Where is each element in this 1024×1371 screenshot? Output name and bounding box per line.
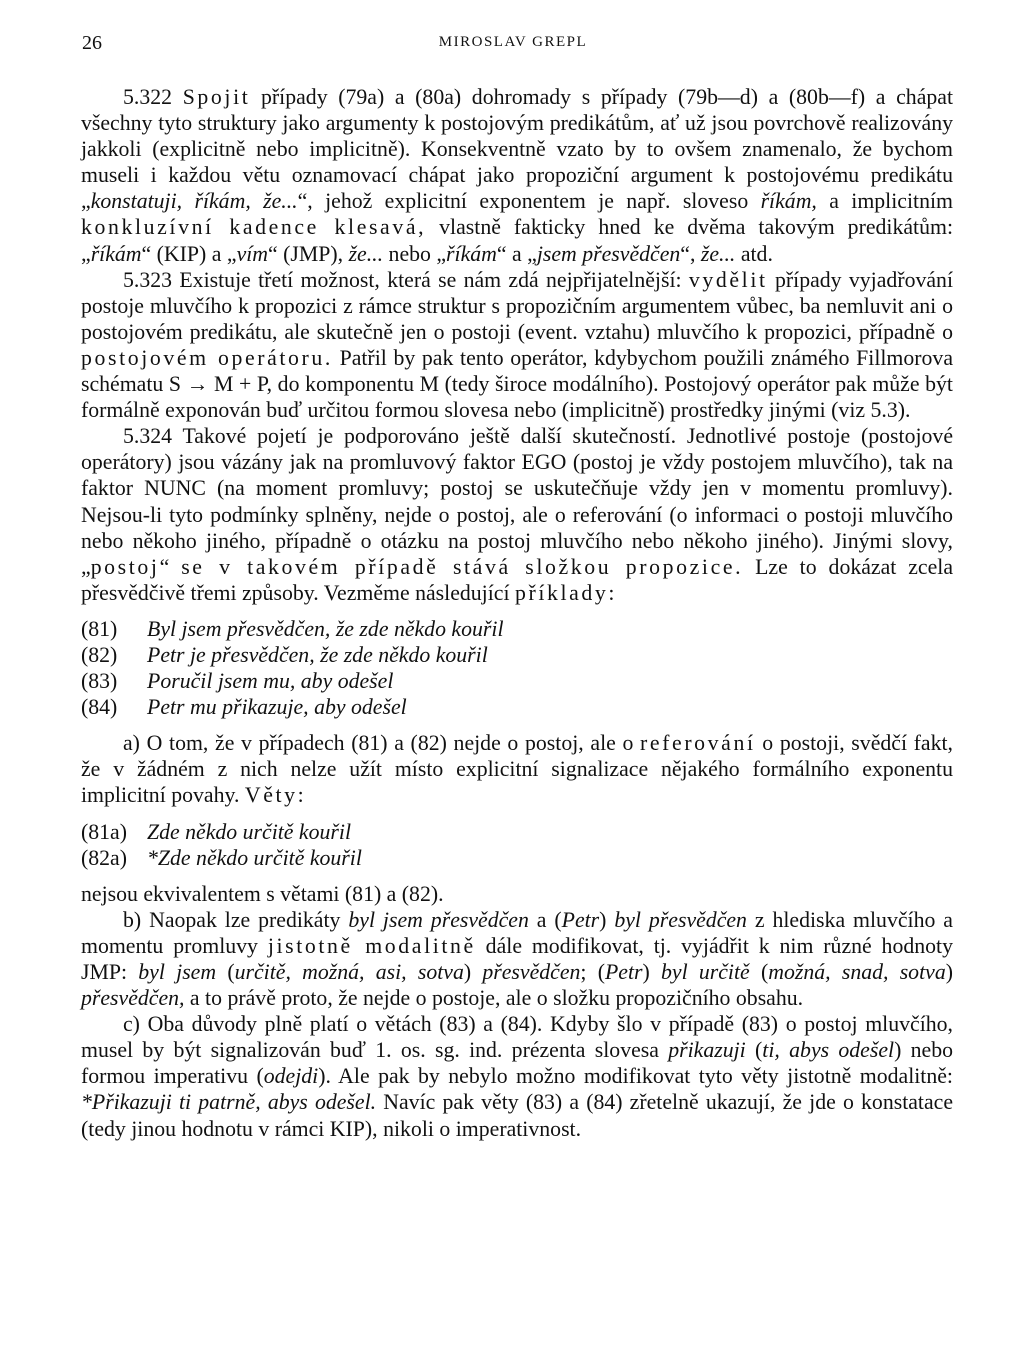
example-text: Zde někdo určitě kouřil xyxy=(147,819,351,844)
page-number: 26 xyxy=(82,32,102,54)
example-item xyxy=(81,694,953,720)
italic-text: říkám xyxy=(90,241,142,266)
italic-text: byl určitě xyxy=(661,960,750,984)
spaced-emphasis: konkluzívní kadence klesavá, xyxy=(81,215,427,240)
example-text: Poručil jsem mu, aby odešel xyxy=(147,669,394,694)
italic-text: že... xyxy=(700,241,736,266)
example-number: (81) xyxy=(81,616,118,641)
example-text: Byl jsem přesvědčen, že zde někdo kouřil xyxy=(147,616,504,641)
spaced-emphasis: Spojit xyxy=(182,85,251,109)
italic-text: byl přesvědčen xyxy=(614,907,747,932)
page-body xyxy=(81,84,953,1142)
italic-text: přesvědčen, xyxy=(81,986,185,1011)
italic-text: říkám xyxy=(446,241,497,266)
example-number: (82a) xyxy=(81,845,127,870)
paragraph-b: b) Naopak lze predikáty byl jsem přesvědčen a (Petr) byl přesvědčen z hlediska mluvčího a momentu promluvy jistotně modalitně dále modifikovat, tj. vyjádřit k nim různé hodnoty JMP: byl jsem (určitě, možná, asi, sotva) přesvědčen; (Petr) byl určitě (možná, snad, sotva) přesvědčen, a to právě proto, že nejde o postoje, ale o složku propozičního obsahu. xyxy=(81,907,953,1011)
spaced-emphasis: jistotně modalitně xyxy=(267,933,476,958)
page-header xyxy=(82,32,944,60)
example-item xyxy=(81,642,953,668)
example-text: *Zde někdo určitě kouřil xyxy=(147,845,362,870)
paragraph-5-322: 5.322 Spojit případy (79a) a (80a) dohromady s případy (79b—d) a (80b—f) a chápat všechny tyto struktury jako argumenty k postojovým predikátům, ať už jsou povrchově realizovány jakkoli (explicitně nebo implicitně). Konsekventně vzato by to ovšem znamenalo, že bychom museli i každou větu oznamovací chápat jako propoziční argument k postojovému predikátu „konstatuji, říkám, že...“, jehož explicitní exponentem je např. sloveso říkám, a implicitním konkluzívní kadence klesavá, vlastně fakticky hned ke dvěma takovým predikátům: „říkám“ (KIP) a „vím“ (JMP), že... nebo „říkám“ a „jsem přesvědčen“, že... atd. xyxy=(81,85,954,266)
italic-text: konstatuji, říkám, že... xyxy=(90,189,298,214)
italic-text: že... xyxy=(348,241,384,266)
spaced-emphasis: se v takovém případě stává složkou propozice. xyxy=(181,554,744,579)
example-number: (84) xyxy=(81,695,118,720)
paragraph-a: a) O tom, že v případech (81) a (82) nejde o postoj, ale o referování o postoji, svědčí fakt, že v žádném z nich nelze užít místo explicitní signalizace nějakého formálního exponentu implicitní povahy. Věty: xyxy=(81,731,954,808)
example-item xyxy=(81,668,953,694)
italic-text: *Přikazuji ti patrně, abys odešel. xyxy=(81,1090,377,1115)
italic-text: byl jsem přesvědčen xyxy=(348,907,529,932)
example-item xyxy=(81,616,953,642)
spaced-emphasis: referování xyxy=(640,731,756,756)
italic-text: vím xyxy=(236,241,269,266)
example-number: (82) xyxy=(81,642,118,667)
italic-text: Petr xyxy=(561,907,600,932)
spaced-emphasis: příklady: xyxy=(514,580,618,605)
italic-text: určitě, možná, asi, sotva xyxy=(234,960,464,984)
italic-text: byl jsem xyxy=(138,960,217,984)
examples-81a-82a xyxy=(81,819,953,871)
spaced-emphasis: Věty: xyxy=(244,783,307,808)
italic-text: ti, abys odešel xyxy=(762,1038,895,1063)
italic-text: přesvědčen xyxy=(482,960,581,984)
continuation-line: nejsou ekvivalentem s větami (81) a (82). xyxy=(81,881,444,906)
paragraph-5-324: 5.324 Takové pojetí je podporováno ještě další skutečností. Jednotlivé postoje (postojové operátory) jsou vázány jak na promluvový faktor EGO (postoj je vždy postojem mluvčího), tak na faktor NUNC (na moment promluvy; postoj se uskutečňuje vždy jen v momentu promluvy). Nejsou-li tyto podmínky splněny, nejde o postoj, ale o referování (o informaci o postoji mluvčího nebo někoho jiného, případně o otázku na postoj mluvčího nebo někoho jiného). Jinými slovy, „postoj“ se v takovém případě stává složkou propozice. Lze to dokázat zcela přesvědčivě třemi způsoby. Vezměme následující příklady: xyxy=(81,424,954,605)
examples-81-84 xyxy=(81,616,953,720)
italic-text: možná, snad, sotva xyxy=(768,960,946,984)
example-item xyxy=(81,819,953,845)
italic-text: říkám, xyxy=(760,189,817,214)
spaced-emphasis: postoj xyxy=(90,554,160,579)
example-number: (83) xyxy=(81,669,118,694)
spaced-emphasis: vydělit xyxy=(688,267,768,292)
italic-text: odejdi xyxy=(263,1064,319,1089)
example-text: Petr mu přikazuje, aby odešel xyxy=(147,695,407,720)
paragraph-5-323: 5.323 Existuje třetí možnost, která se nám zdá nejpřijatelnější: vydělit případy vyjadřování postoje mluvčího k propozici z rámce struktur s propozičním argumentem vůbec, ba nemluvit ani o postojovém predikátu, ale skutečně jen o postoji (event. vztahu) mluvčího k propozici, případně o postojovém operátoru. Patřil by pak tento operátor, kdybychom použili známého Fillmorova schématu S → M + P, do komponentu M (tedy široce modálního). Postojový operátor pak může být formálně exponován buď určitou formou slovesa nebo (implicitně) prostředky jinými (viz 5.3). xyxy=(81,267,954,423)
paragraph-c: c) Oba důvody plně platí o větách (83) a (84). Kdyby šlo v případě (83) o postoj mluvčího, musel by být signalizován buď 1. os. sg. ind. prézenta slovesa přikazuji (ti, abys odešel) nebo formou imperativu (odejdi). Ale pak by nebylo možno modifikovat tyto věty jistotně modalitně: *Přikazuji ti patrně, abys odešel. Navíc pak věty (83) a (84) zřetelně ukazují, že jde o konstatace (tedy jinou hodnotu v rámci KIP), nikoli o imperativnost. xyxy=(81,1012,954,1141)
example-text: Petr je přesvědčen, že zde někdo kouřil xyxy=(147,642,488,667)
italic-text: Petr xyxy=(604,960,643,984)
spaced-emphasis: postojovém operátoru. xyxy=(81,345,333,370)
italic-text: přikazuji xyxy=(668,1038,746,1063)
example-number: (81a) xyxy=(81,819,127,844)
italic-text: jsem přesvědčen xyxy=(536,241,681,266)
example-item xyxy=(81,845,953,871)
running-title: MIROSLAV GREPL xyxy=(438,34,588,50)
